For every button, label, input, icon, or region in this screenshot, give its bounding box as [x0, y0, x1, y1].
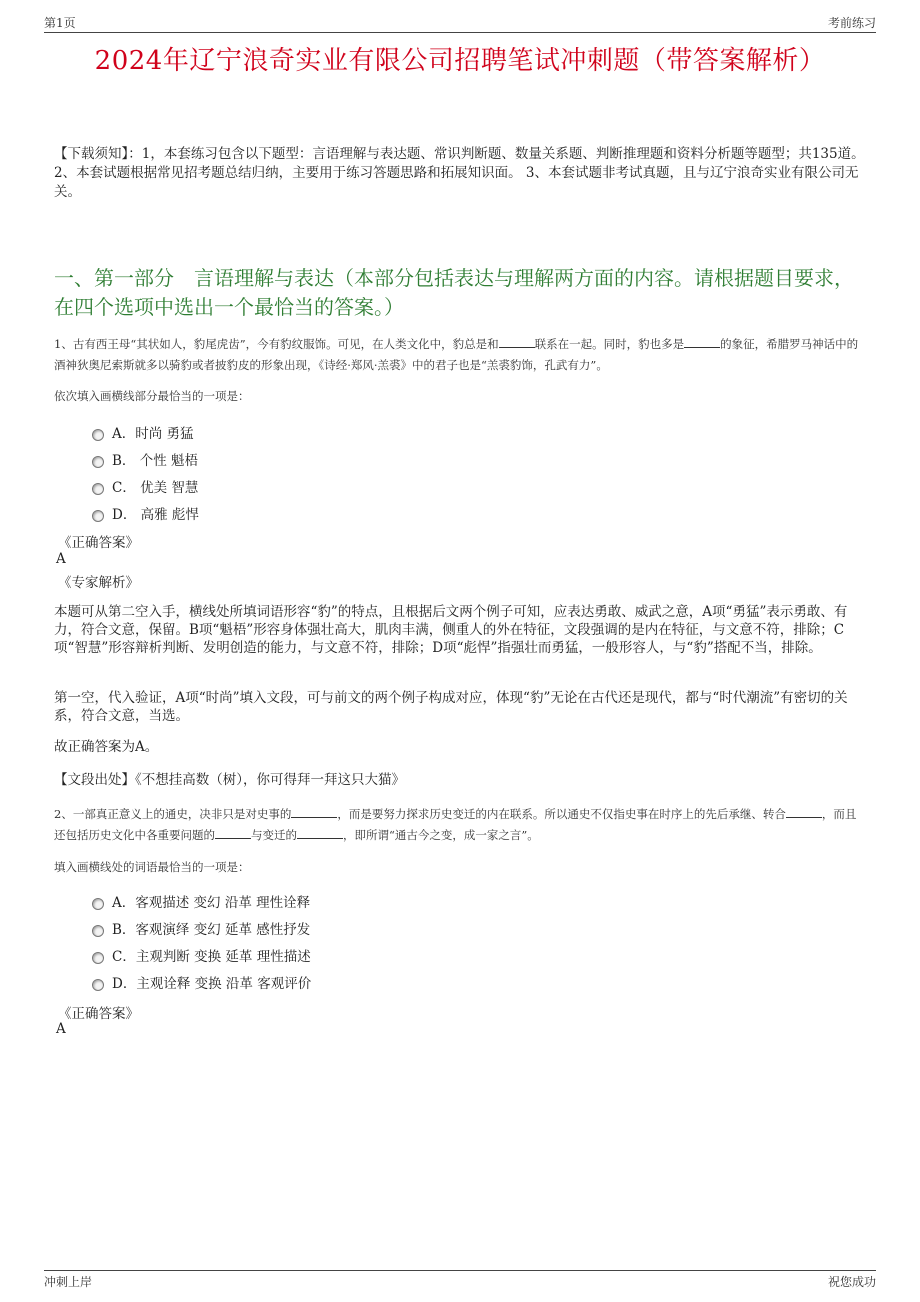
radio-icon[interactable]: [92, 952, 104, 964]
q2-part: ，而且还包括历史文化中各重要问题的: [54, 807, 857, 842]
footer-right: 祝您成功: [827, 1275, 876, 1289]
option-label: B．客观演绎 变幻 延革 感性抒发: [112, 922, 311, 938]
option-label: C． 优美 智慧: [112, 480, 199, 496]
blank: [297, 838, 343, 839]
option-b[interactable]: [92, 918, 310, 938]
page-footer: [44, 1270, 876, 1291]
q2-part: 2、一部真正意义上的通史，决非只是对史事的: [54, 807, 292, 821]
analysis-paragraph: 第一空，代入验证，A项“时尚”填入文段，可与前文的两个例子构成对应，体现“豹”无论在古代还是现代，都与“时代潮流”有密切的关系，符合文意，当选。: [54, 690, 848, 724]
option-c[interactable]: [92, 476, 198, 496]
question-1-prompt: 依次填入画横线部分最恰当的一项是：: [54, 389, 250, 403]
page-header: [44, 14, 876, 33]
q1-part: 联系在一起。同时，豹也多是: [534, 337, 685, 351]
question-2-text: [54, 804, 866, 846]
page-number: 第1页: [44, 16, 76, 30]
q2-part: 与变迁的: [251, 828, 297, 842]
blank: [684, 347, 720, 348]
source-citation: 【文段出处】《不想挂高数（树），你可得拜一拜这只大猫》: [54, 772, 405, 788]
option-label: D．主观诠释 变换 沿革 客观评价: [112, 976, 312, 992]
blank: [291, 817, 337, 818]
header-label: 考前练习: [827, 16, 876, 30]
option-label: D． 高雅 彪悍: [112, 507, 199, 523]
option-a[interactable]: [92, 891, 310, 911]
option-d[interactable]: [92, 503, 199, 523]
q1-part: 的象征，希腊罗马神话中的酒神狄奥尼索斯就多以骑豹或者披豹皮的形象出现，《诗经·郑风·羔裘》中的君子也是“羔裘豹饰，孔武有力”。: [54, 337, 859, 372]
radio-icon[interactable]: [92, 925, 104, 937]
question-1-text: [54, 334, 866, 376]
option-label: B． 个性 魁梧: [112, 453, 199, 469]
answer-label: 《正确答案》: [58, 535, 139, 551]
answer-label: 《正确答案》: [58, 1006, 139, 1022]
radio-icon[interactable]: [92, 456, 104, 468]
question-2-prompt: 填入画横线处的词语最恰当的一项是：: [54, 860, 250, 874]
option-c[interactable]: [92, 945, 311, 965]
q2-part: ，而是要努力探求历史变迁的内在联系。所以通史不仅指史事在时序上的先后承继、转合: [337, 807, 786, 821]
option-label: A．时尚 勇猛: [112, 426, 194, 442]
option-label: C．主观判断 变换 延革 理性描述: [112, 949, 311, 965]
answer-value: A: [56, 551, 66, 567]
option-label: A．客观描述 变幻 沿革 理性诠释: [112, 895, 311, 911]
analysis-paragraph: 本题可从第二空入手，横线处所填词语形容“豹”的特点，且根据后文两个例子可知，应表达勇敢、威武之意，A项“勇猛”表示勇敢、有力，符合文意，保留。B项“魁梧”形容身体强壮高大，肌肉丰满，侧重人的外在特征，文段强调的是内在特征，与文意不符，排除；C项“智慧”形容辩析判断、发明创造的能力，与文意不符，排除；D项“彪悍”指强壮而勇猛，一般形容人，与“豹”搭配不当，排除。: [54, 604, 848, 656]
document-title: 2024年辽宁浪奇实业有限公司招聘笔试冲刺题（带答案解析）: [94, 46, 826, 76]
conclusion: 故正确答案为A。: [54, 739, 159, 755]
blank: [215, 838, 251, 839]
blank: [499, 347, 535, 348]
footer-left: 冲刺上岸: [44, 1275, 93, 1289]
option-b[interactable]: [92, 449, 198, 469]
radio-icon[interactable]: [92, 979, 104, 991]
q2-part: ，即所谓“通古今之变，成一家之言”。: [343, 828, 539, 842]
answer-value: A: [56, 1021, 66, 1037]
download-notice: 【下载须知】：1，本套练习包含以下题型：言语理解与表达题、常识判断题、数量关系题、判断推理题和资料分析题等题型；共135道。 2、本套试题根据常见招考题总结归纳，主要用于练习答题思路和拓展知识面。 3、本套试题非考试真题，且与辽宁浪奇实业有限公司无关。: [54, 146, 865, 200]
analysis-label: 《专家解析》: [58, 575, 139, 591]
section-heading: 一、第一部分 言语理解与表达（本部分包括表达与理解两方面的内容。请根据题目要求，在四个选项中选出一个最恰当的答案。）: [54, 266, 854, 319]
radio-icon[interactable]: [92, 483, 104, 495]
option-d[interactable]: [92, 972, 311, 992]
radio-icon[interactable]: [92, 510, 104, 522]
q1-part: 1、古有西王母“其状如人，豹尾虎齿”，今有豹纹服饰。可见，在人类文化中，豹总是和: [54, 337, 499, 351]
option-a[interactable]: [92, 422, 194, 442]
radio-icon[interactable]: [92, 429, 104, 441]
radio-icon[interactable]: [92, 898, 104, 910]
blank: [786, 817, 822, 818]
